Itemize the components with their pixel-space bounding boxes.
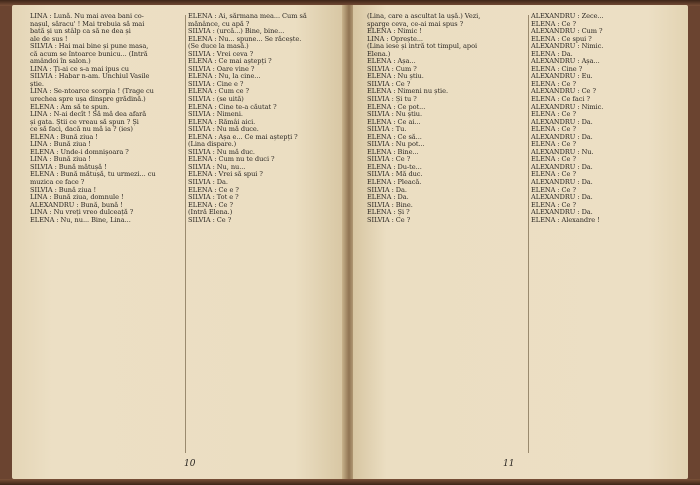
- text-line: ELENA : Ce ?: [188, 200, 233, 209]
- text-line: ELENA : Vrei să spui ?: [188, 170, 263, 179]
- text-line: ELENA : Rămâi aici.: [188, 117, 256, 126]
- text-line: ELENA : Așa e... Ce mai aștepți ?: [188, 132, 298, 141]
- text-line: LINA : Oprește...: [367, 34, 423, 43]
- text-line: ALEXANDRU : Așa...: [531, 57, 600, 66]
- text-line: SILVIA : Nimeni.: [188, 110, 243, 119]
- text-line: ELENA : Pleacă.: [367, 178, 422, 187]
- text-line: SILVIA : Bună mătușă !: [30, 162, 107, 171]
- text-line: ALEXANDRU : Da.: [531, 162, 593, 171]
- text-line: ALEXANDRU : Da.: [531, 178, 593, 187]
- column-divider: [185, 15, 186, 453]
- text-line: SILVIA : Cum ?: [367, 64, 417, 73]
- text-line: ELENA : Așa...: [367, 57, 416, 66]
- text-line: ELENA : Alexandre !: [531, 215, 600, 224]
- text-line: LINA : Bună ziua !: [30, 155, 91, 164]
- text-line: ELENA : Ce spui ?: [531, 34, 592, 43]
- text-line: ELENA : Ce ?: [531, 140, 576, 149]
- text-line: că acum se întoarce bunicu... (Intră: [30, 49, 148, 58]
- text-line: SILVIA : Bună ziua !: [30, 185, 97, 194]
- text-line: ELENA : Ce ?: [531, 200, 576, 209]
- text-line: ELENA : Nu, la cine...: [188, 72, 261, 81]
- text-line: ELENA : Bine...: [367, 147, 419, 156]
- text-line: ELENA : Ce ?: [531, 125, 576, 134]
- text-line: ELENA : Nu știu.: [367, 72, 424, 81]
- text-line: ELENA : Ce ?: [531, 155, 576, 164]
- text-line: LINA : Se-ntoarce scorpia ! (Trage cu: [30, 87, 154, 96]
- text-line: ALEXANDRU : Zece...: [531, 12, 604, 20]
- text-line: Elena.): [367, 49, 391, 58]
- text-line: SILVIA : Habar n-am. Unchiul Vasile: [30, 72, 150, 81]
- text-line: știe.: [30, 79, 44, 88]
- text-line: ELENA : Cine te-a căutat ?: [188, 102, 277, 111]
- text-line: LINA : Ți-ai ce s-a mai ipus cu: [30, 64, 129, 73]
- text-line: ELENA : Ce faci ?: [531, 95, 590, 104]
- text-line: ALEXANDRU : Nu.: [531, 147, 594, 156]
- text-line: ELENA : Bună ziua !: [30, 132, 98, 141]
- text-line: SILVIA : Ce ?: [367, 155, 411, 164]
- text-line: LINA : Nu vreți vreo dulceață ?: [30, 208, 134, 217]
- text-line: ALEXANDRU : Da.: [531, 132, 593, 141]
- text-line: SILVIA : Ce ?: [188, 215, 232, 224]
- text-line: SILVIA : Nu mă duc.: [188, 147, 255, 156]
- text-line: SILVIA : Nu mă duce.: [188, 125, 259, 134]
- text-line: (Se duce la masă.): [188, 42, 249, 51]
- text-line: LINA : Bună ziua, domnule !: [30, 193, 124, 202]
- text-line: SILVIA : Vrei ceva ?: [188, 49, 254, 58]
- text-line: ELENA : Ce ai...: [367, 117, 421, 126]
- text-line: ELENA : Ce ?: [531, 19, 576, 28]
- left-page-column-2: [188, 13, 344, 224]
- text-line: ELENA : Ce pot...: [367, 102, 426, 111]
- text-line: ELENA : Da.: [367, 193, 409, 202]
- text-line: ELENA : Ai, sărmana mea... Cum să: [188, 12, 307, 20]
- text-line: urechea spre ușa dinspre grădină.): [30, 95, 146, 104]
- book-cover-edge-bottom: [0, 479, 700, 485]
- text-line: ELENA : Nu, nu... Bine, Lina...: [30, 215, 131, 224]
- text-line: SILVIA : Hai mai bine și pune masa,: [30, 42, 149, 51]
- text-line: ELENA : Nimeni nu știe.: [367, 87, 449, 96]
- right-page-column-1: [367, 13, 523, 224]
- text-line: ELENA : Ce ?: [531, 185, 576, 194]
- text-line: ELENA : Și ?: [367, 208, 410, 217]
- text-line: ELENA : Am să te spun.: [30, 102, 110, 111]
- text-line: ale de sus !: [30, 34, 68, 43]
- text-line: ELENA : Ce ?: [531, 170, 576, 179]
- text-line: ELENA : Nimic !: [367, 27, 422, 36]
- text-line: ELENA : Nu... spune... Se răcește.: [188, 34, 302, 43]
- text-line: ce să faci, dacă nu mă ia ? (ies): [30, 125, 133, 134]
- text-line: muzica ce face ?: [30, 178, 85, 187]
- text-line: ALEXANDRU : Bună, bună !: [30, 200, 123, 209]
- text-line: SILVIA : Nu pot...: [367, 140, 425, 149]
- text-line: ALEXANDRU : Da.: [531, 208, 593, 217]
- text-line: ELENA : Ce să...: [367, 132, 422, 141]
- text-line: SILVIA : Tu.: [367, 125, 407, 134]
- text-line: ELENA : Ce mai aștepți ?: [188, 57, 272, 66]
- left-page-column-1: [30, 13, 186, 224]
- text-line: SILVIA : Nu știu.: [367, 110, 423, 119]
- right-page-column-2: [531, 13, 687, 224]
- text-line: (Intră Elena.): [188, 208, 233, 217]
- text-line: ALEXANDRU : Eu.: [531, 72, 593, 81]
- page-number-left: 10: [184, 459, 196, 469]
- text-line: SILVIA : (se uită): [188, 95, 244, 104]
- text-line: ALEXANDRU : Ce ?: [531, 87, 596, 96]
- text-line: ALEXANDRU : Da.: [531, 117, 593, 126]
- text-line: SILVIA : Bine.: [367, 200, 413, 209]
- text-line: ALEXANDRU : Nimic.: [531, 102, 604, 111]
- text-line: SILVIA : Da.: [367, 185, 407, 194]
- text-line: și gata. Știi ce vreau să spun ? Și: [30, 117, 139, 126]
- page-number-right: 11: [503, 459, 515, 469]
- text-line: ELENA : Ce ?: [531, 79, 576, 88]
- text-line: nașul, săracu' ! Mai trebuia să mai: [30, 19, 145, 28]
- text-line: ELENA : Da.: [531, 49, 573, 58]
- text-line: LINA : N-ai decît ! Să mă dea afară: [30, 110, 147, 119]
- text-line: ELENA : Bună mătușă, tu urmezi... cu: [30, 170, 156, 179]
- text-line: LINA : Bună ziua !: [30, 140, 91, 149]
- right-page: [353, 5, 688, 479]
- text-line: ALEXANDRU : Da.: [531, 193, 593, 202]
- text-line: ELENA : Ce e ?: [188, 185, 239, 194]
- text-line: ELENA : Unde-i domnișoara ?: [30, 147, 129, 156]
- text-line: SILVIA : Tot e ?: [188, 193, 239, 202]
- text-line: ELENA : Ce ?: [531, 110, 576, 119]
- text-line: ALEXANDRU : Nimic.: [531, 42, 604, 51]
- text-line: LINA : Lună. Nu mai avea bani co-: [30, 12, 144, 20]
- text-line: SILVIA : Ce ?: [367, 215, 411, 224]
- text-line: (Lina, care a ascultat la ușă.) Vezi,: [367, 12, 481, 20]
- text-line: ELENA : Cum ce ?: [188, 87, 250, 96]
- text-line: amândoi în salon.): [30, 57, 91, 66]
- text-line: bată și un stâlp ca să ne dea și: [30, 27, 131, 36]
- text-line: mănânce, cu apă ?: [188, 19, 250, 28]
- text-line: SILVIA : (urcă...) Bine, bine...: [188, 27, 285, 36]
- text-line: SILVIA : Nu, nu...: [188, 162, 246, 171]
- text-line: SILVIA : Mă duc.: [367, 170, 423, 179]
- left-page: [12, 5, 345, 479]
- text-line: ELENA : Cine ?: [531, 64, 583, 73]
- text-line: ALEXANDRU : Cum ?: [531, 27, 603, 36]
- text-line: (Lina iese și intră tot timpul, apoi: [367, 42, 478, 51]
- text-line: (Lina dispare.): [188, 140, 237, 149]
- text-line: SILVIA : Și tu ?: [367, 95, 417, 104]
- text-line: ELENA : Du-te...: [367, 162, 422, 171]
- text-line: SILVIA : Cine e ?: [188, 79, 244, 88]
- column-divider: [528, 15, 529, 453]
- text-line: ELENA : Cum nu te duci ?: [188, 155, 275, 164]
- text-line: sparge ceva, ce-ai mai spus ?: [367, 19, 464, 28]
- text-line: SILVIA : Oare vine ?: [188, 64, 255, 73]
- text-line: SILVIA : Ce ?: [367, 79, 411, 88]
- text-line: SILVIA : Da.: [188, 178, 228, 187]
